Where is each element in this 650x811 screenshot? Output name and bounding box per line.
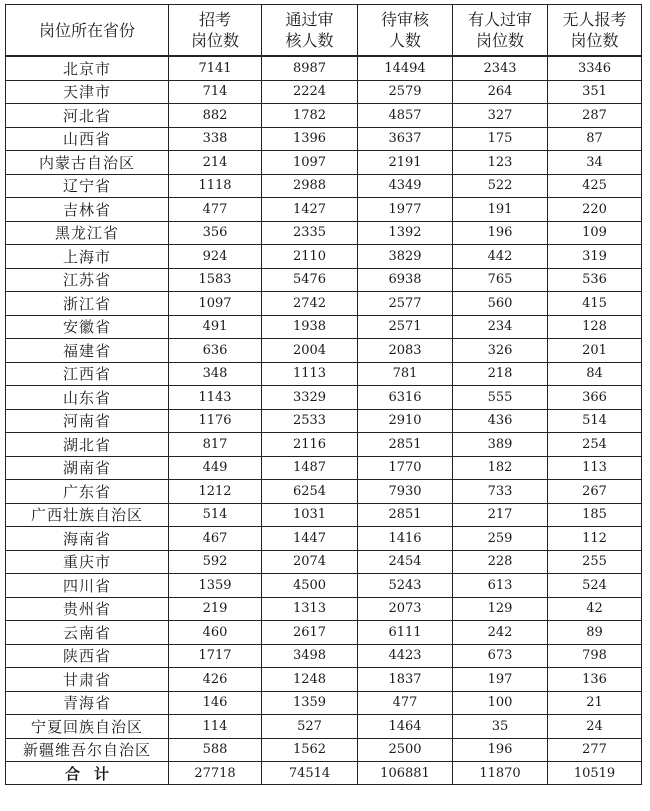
header-line: 岗位数 [570, 31, 619, 50]
total-positions-approved: 11870 [453, 762, 548, 785]
cell-province: 甘肃省 [6, 668, 169, 692]
cell-positions: 1176 [169, 409, 262, 433]
cell-approved: 8987 [262, 56, 358, 80]
table-row [6, 644, 642, 668]
header-pending [358, 5, 453, 57]
header-approved [262, 5, 358, 57]
cell-positions: 514 [169, 503, 262, 527]
total-row [6, 762, 642, 785]
cell-positions-no-applicants: 425 [548, 174, 642, 198]
cell-positions-approved: 129 [453, 597, 548, 621]
cell-approved: 1782 [262, 104, 358, 128]
cell-province: 北京市 [6, 56, 169, 80]
cell-pending: 1837 [358, 668, 453, 692]
cell-positions: 817 [169, 433, 262, 457]
table-row [6, 245, 642, 269]
cell-pending: 2073 [358, 597, 453, 621]
cell-province: 云南省 [6, 621, 169, 645]
cell-positions: 588 [169, 738, 262, 762]
header-line: 岗位数 [190, 31, 239, 50]
cell-positions-approved: 765 [453, 268, 548, 292]
cell-positions: 714 [169, 80, 262, 104]
cell-positions: 1097 [169, 292, 262, 316]
header-positions-no-applicants [548, 5, 642, 57]
cell-pending: 1416 [358, 527, 453, 551]
cell-positions-approved: 123 [453, 151, 548, 175]
cell-approved: 4500 [262, 574, 358, 598]
cell-province: 天津市 [6, 80, 169, 104]
cell-positions-no-applicants: 255 [548, 550, 642, 574]
cell-positions: 1118 [169, 174, 262, 198]
header-line: 招考 [198, 10, 231, 29]
cell-pending: 6111 [358, 621, 453, 645]
table-row [6, 738, 642, 762]
cell-approved: 2742 [262, 292, 358, 316]
cell-positions: 491 [169, 315, 262, 339]
cell-approved: 1313 [262, 597, 358, 621]
table-row [6, 691, 642, 715]
cell-approved: 6254 [262, 480, 358, 504]
cell-positions: 7141 [169, 56, 262, 80]
cell-approved: 1447 [262, 527, 358, 551]
table-row [6, 339, 642, 363]
cell-approved: 1097 [262, 151, 358, 175]
cell-pending: 2571 [358, 315, 453, 339]
cell-approved: 2617 [262, 621, 358, 645]
cell-pending: 1977 [358, 198, 453, 222]
table-row [6, 174, 642, 198]
cell-province: 辽宁省 [6, 174, 169, 198]
cell-positions-no-applicants: 277 [548, 738, 642, 762]
cell-approved: 1427 [262, 198, 358, 222]
header-row [6, 5, 642, 57]
cell-approved: 2988 [262, 174, 358, 198]
table-row [6, 221, 642, 245]
cell-positions-no-applicants: 21 [548, 691, 642, 715]
cell-pending: 1464 [358, 715, 453, 739]
cell-positions-approved: 35 [453, 715, 548, 739]
cell-pending: 3637 [358, 127, 453, 151]
cell-positions-no-applicants: 366 [548, 386, 642, 410]
cell-positions-no-applicants: 89 [548, 621, 642, 645]
cell-positions-no-applicants: 287 [548, 104, 642, 128]
cell-approved: 3498 [262, 644, 358, 668]
cell-positions-approved: 560 [453, 292, 548, 316]
cell-positions-approved: 327 [453, 104, 548, 128]
cell-province: 四川省 [6, 574, 169, 598]
cell-positions: 636 [169, 339, 262, 363]
cell-province: 宁夏回族自治区 [6, 715, 169, 739]
cell-positions-no-applicants: 201 [548, 339, 642, 363]
cell-pending: 14494 [358, 56, 453, 80]
cell-positions-approved: 175 [453, 127, 548, 151]
cell-positions-approved: 100 [453, 691, 548, 715]
table-row [6, 198, 642, 222]
cell-positions-approved: 733 [453, 480, 548, 504]
cell-province: 山东省 [6, 386, 169, 410]
cell-positions-no-applicants: 267 [548, 480, 642, 504]
cell-positions-no-applicants: 415 [548, 292, 642, 316]
cell-positions-approved: 264 [453, 80, 548, 104]
table-row [6, 362, 642, 386]
cell-province: 江苏省 [6, 268, 169, 292]
cell-approved: 3329 [262, 386, 358, 410]
cell-positions-approved: 228 [453, 550, 548, 574]
cell-pending: 7930 [358, 480, 453, 504]
cell-province: 安徽省 [6, 315, 169, 339]
cell-positions: 1359 [169, 574, 262, 598]
cell-pending: 2083 [358, 339, 453, 363]
table-row [6, 668, 642, 692]
cell-province: 陕西省 [6, 644, 169, 668]
cell-positions: 426 [169, 668, 262, 692]
cell-pending: 5243 [358, 574, 453, 598]
cell-pending: 2500 [358, 738, 453, 762]
cell-positions-no-applicants: 514 [548, 409, 642, 433]
total-pending: 106881 [358, 762, 453, 785]
cell-positions-no-applicants: 42 [548, 597, 642, 621]
cell-positions: 477 [169, 198, 262, 222]
cell-approved: 2224 [262, 80, 358, 104]
cell-province: 浙江省 [6, 292, 169, 316]
cell-province: 贵州省 [6, 597, 169, 621]
cell-positions-approved: 436 [453, 409, 548, 433]
table-row [6, 104, 642, 128]
cell-pending: 1770 [358, 456, 453, 480]
table-row [6, 527, 642, 551]
cell-province: 山西省 [6, 127, 169, 151]
cell-pending: 2577 [358, 292, 453, 316]
table-row [6, 480, 642, 504]
table-row [6, 621, 642, 645]
cell-province: 河南省 [6, 409, 169, 433]
cell-approved: 2110 [262, 245, 358, 269]
table-row [6, 433, 642, 457]
cell-province: 湖南省 [6, 456, 169, 480]
cell-positions-no-applicants: 112 [548, 527, 642, 551]
cell-positions-approved: 2343 [453, 56, 548, 80]
cell-positions-approved: 555 [453, 386, 548, 410]
cell-pending: 477 [358, 691, 453, 715]
cell-positions: 348 [169, 362, 262, 386]
cell-positions-no-applicants: 87 [548, 127, 642, 151]
cell-positions: 449 [169, 456, 262, 480]
table-row [6, 456, 642, 480]
cell-positions-no-applicants: 113 [548, 456, 642, 480]
cell-positions-no-applicants: 128 [548, 315, 642, 339]
cell-positions-approved: 191 [453, 198, 548, 222]
total-approved: 74514 [262, 762, 358, 785]
cell-province: 内蒙古自治区 [6, 151, 169, 175]
cell-pending: 6316 [358, 386, 453, 410]
cell-province: 吉林省 [6, 198, 169, 222]
cell-positions: 1717 [169, 644, 262, 668]
header-line: 岗位所在省份 [38, 20, 135, 40]
cell-pending: 781 [358, 362, 453, 386]
cell-positions: 882 [169, 104, 262, 128]
cell-positions-no-applicants: 24 [548, 715, 642, 739]
cell-positions-no-applicants: 351 [548, 80, 642, 104]
cell-positions-approved: 197 [453, 668, 548, 692]
header-province [6, 5, 169, 57]
header-line: 待审核 [380, 10, 429, 29]
header-line: 人数 [388, 31, 421, 50]
cell-approved: 2116 [262, 433, 358, 457]
recruitment-table [5, 4, 642, 785]
cell-positions-approved: 673 [453, 644, 548, 668]
cell-positions-approved: 217 [453, 503, 548, 527]
cell-positions: 356 [169, 221, 262, 245]
cell-positions-approved: 196 [453, 221, 548, 245]
table-row [6, 409, 642, 433]
cell-positions-no-applicants: 536 [548, 268, 642, 292]
table-row [6, 127, 642, 151]
cell-pending: 1392 [358, 221, 453, 245]
cell-approved: 2074 [262, 550, 358, 574]
cell-positions-approved: 522 [453, 174, 548, 198]
cell-positions: 460 [169, 621, 262, 645]
cell-province: 重庆市 [6, 550, 169, 574]
cell-pending: 4423 [358, 644, 453, 668]
cell-positions-no-applicants: 319 [548, 245, 642, 269]
cell-positions-no-applicants: 109 [548, 221, 642, 245]
cell-province: 广西壮族自治区 [6, 503, 169, 527]
cell-positions-approved: 442 [453, 245, 548, 269]
header-line: 核人数 [285, 31, 334, 50]
cell-positions-no-applicants: 798 [548, 644, 642, 668]
cell-approved: 2004 [262, 339, 358, 363]
cell-approved: 1487 [262, 456, 358, 480]
cell-approved: 1938 [262, 315, 358, 339]
header-line: 有人过审 [467, 10, 532, 29]
cell-approved: 5476 [262, 268, 358, 292]
cell-positions-approved: 196 [453, 738, 548, 762]
cell-province: 广东省 [6, 480, 169, 504]
cell-province: 黑龙江省 [6, 221, 169, 245]
table-body [6, 56, 642, 762]
cell-positions: 924 [169, 245, 262, 269]
cell-province: 海南省 [6, 527, 169, 551]
cell-positions-no-applicants: 220 [548, 198, 642, 222]
cell-pending: 4349 [358, 174, 453, 198]
header-line: 岗位数 [475, 31, 524, 50]
header-line: 通过审 [285, 10, 334, 29]
cell-positions-approved: 326 [453, 339, 548, 363]
table-row [6, 56, 642, 80]
table-row [6, 292, 642, 316]
total-positions: 27718 [169, 762, 262, 785]
cell-positions: 214 [169, 151, 262, 175]
table-header [6, 5, 642, 57]
table-row [6, 597, 642, 621]
cell-positions: 592 [169, 550, 262, 574]
cell-approved: 1248 [262, 668, 358, 692]
cell-pending: 3829 [358, 245, 453, 269]
cell-positions-no-applicants: 185 [548, 503, 642, 527]
table-row [6, 503, 642, 527]
table-row [6, 268, 642, 292]
cell-positions-no-applicants: 136 [548, 668, 642, 692]
cell-positions-approved: 259 [453, 527, 548, 551]
header-line: 无人报考 [562, 10, 627, 29]
cell-approved: 1031 [262, 503, 358, 527]
cell-province: 湖北省 [6, 433, 169, 457]
table-row [6, 151, 642, 175]
cell-positions: 1212 [169, 480, 262, 504]
cell-pending: 2454 [358, 550, 453, 574]
cell-approved: 2533 [262, 409, 358, 433]
cell-positions: 219 [169, 597, 262, 621]
cell-positions-no-applicants: 84 [548, 362, 642, 386]
cell-province: 青海省 [6, 691, 169, 715]
cell-positions-approved: 613 [453, 574, 548, 598]
cell-pending: 2191 [358, 151, 453, 175]
cell-pending: 2910 [358, 409, 453, 433]
cell-approved: 1113 [262, 362, 358, 386]
cell-province: 上海市 [6, 245, 169, 269]
cell-province: 江西省 [6, 362, 169, 386]
cell-pending: 6938 [358, 268, 453, 292]
cell-province: 福建省 [6, 339, 169, 363]
cell-positions: 338 [169, 127, 262, 151]
cell-approved: 1396 [262, 127, 358, 151]
header-positions [169, 5, 262, 57]
cell-pending: 2851 [358, 503, 453, 527]
table-row [6, 315, 642, 339]
cell-positions-approved: 242 [453, 621, 548, 645]
table-row [6, 550, 642, 574]
cell-pending: 2579 [358, 80, 453, 104]
cell-pending: 4857 [358, 104, 453, 128]
cell-positions-no-applicants: 3346 [548, 56, 642, 80]
cell-positions-approved: 234 [453, 315, 548, 339]
table-row [6, 715, 642, 739]
cell-positions: 1143 [169, 386, 262, 410]
cell-positions: 114 [169, 715, 262, 739]
total-label: 合计 [6, 762, 169, 785]
cell-positions-approved: 218 [453, 362, 548, 386]
cell-positions-no-applicants: 254 [548, 433, 642, 457]
header-positions-approved [453, 5, 548, 57]
total-positions-no-applicants: 10519 [548, 762, 642, 785]
cell-positions: 1583 [169, 268, 262, 292]
table-row [6, 80, 642, 104]
cell-approved: 1359 [262, 691, 358, 715]
table-footer [6, 762, 642, 785]
cell-positions-approved: 389 [453, 433, 548, 457]
table-row [6, 386, 642, 410]
cell-positions: 146 [169, 691, 262, 715]
cell-positions-approved: 182 [453, 456, 548, 480]
cell-approved: 527 [262, 715, 358, 739]
table-row [6, 574, 642, 598]
cell-positions-no-applicants: 524 [548, 574, 642, 598]
cell-approved: 1562 [262, 738, 358, 762]
cell-positions-no-applicants: 34 [548, 151, 642, 175]
cell-approved: 2335 [262, 221, 358, 245]
cell-positions: 467 [169, 527, 262, 551]
cell-province: 新疆维吾尔自治区 [6, 738, 169, 762]
cell-pending: 2851 [358, 433, 453, 457]
cell-province: 河北省 [6, 104, 169, 128]
